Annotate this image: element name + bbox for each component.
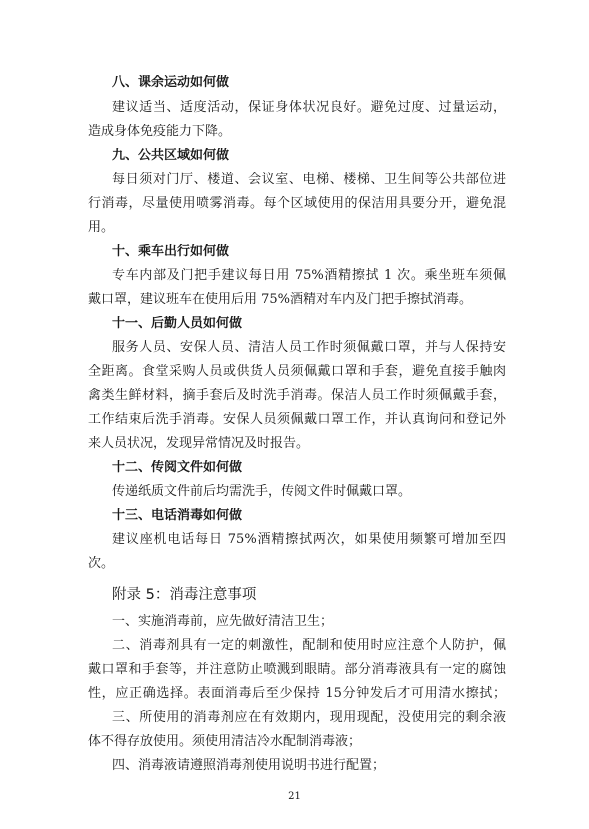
paragraph-line: 来人员状况，发现异常情况及时报告。: [88, 436, 310, 451]
paragraph-line: 次。: [88, 556, 115, 571]
paragraph-line: 工作结束后洗手消毒。安保人员须佩戴口罩工作，并认真询问和登记外: [88, 412, 506, 427]
paragraph-line: 建议适当、适度活动，保证身体状况良好。避免过度、过量运动，: [112, 100, 506, 115]
appendix-line: 一、实施消毒前，应先做好清洁卫生；: [112, 614, 334, 629]
paragraph-line: 行消毒，尽量使用喷雾消毒。每个区域使用的保洁用具要分开，避免混: [88, 196, 506, 211]
section-heading: 十二、传阅文件如何做: [112, 460, 243, 475]
appendix-line: 性，应正确选择。表面消毒后至少保持 15分钟发后才可用清水擦拭；: [88, 686, 506, 701]
paragraph-line: 禽类生鲜材料，摘手套后及时洗手消毒。保洁人员工作时须佩戴手套，: [88, 388, 506, 403]
section-heading: 十一、后勤人员如何做: [112, 316, 243, 331]
page-number: 21: [288, 791, 301, 802]
appendix-title: 附录 5：消毒注意事项: [112, 587, 257, 603]
paragraph-line: 建议座机电话每日 75%酒精擦拭两次，如果使用频繁可增加至四: [112, 532, 506, 547]
paragraph-line: 全距离。食堂采购人员或供货人员须佩戴口罩和手套，避免直接手触肉: [88, 364, 506, 379]
section-heading: 十、乘车出行如何做: [112, 244, 230, 259]
appendix-line: 三、所使用的消毒剂应在有效期内，现用现配，没使用完的剩余液: [112, 710, 506, 725]
paragraph-line: 专车内部及门把手建议每日用 75%酒精擦拭 1 次。乘坐班车须佩: [112, 268, 506, 283]
section-heading: 八、课余运动如何做: [112, 75, 230, 90]
paragraph-line: 每日须对门厅、楼道、会议室、电梯、楼梯、卫生间等公共部位进: [112, 172, 506, 187]
appendix-line: 四、消毒液请遵照消毒剂使用说明书进行配置；: [112, 758, 386, 773]
paragraph-line: 造成身体免疫能力下降。: [88, 124, 232, 139]
paragraph-line: 用。: [88, 220, 115, 235]
appendix-line: 二、消毒剂具有一定的刺激性，配制和使用时应注意个人防护，佩: [112, 638, 506, 653]
paragraph-line: 服务人员、安保人员、清洁人员工作时须佩戴口罩，并与人保持安: [112, 340, 506, 355]
section-heading: 九、公共区域如何做: [112, 148, 230, 163]
section-heading: 十三、电话消毒如何做: [112, 508, 243, 523]
appendix-line: 戴口罩和手套等，并注意防止喷溅到眼睛。部分消毒液具有一定的腐蚀: [88, 662, 506, 677]
paragraph-line: 传递纸质文件前后均需洗手，传阅文件时佩戴口罩。: [112, 484, 412, 499]
appendix-line: 体不得存放使用。须使用清洁冷水配制消毒液；: [88, 734, 362, 749]
paragraph-line: 戴口罩，建议班车在使用后用 75%酒精对车内及门把手擦拭消毒。: [88, 292, 473, 307]
